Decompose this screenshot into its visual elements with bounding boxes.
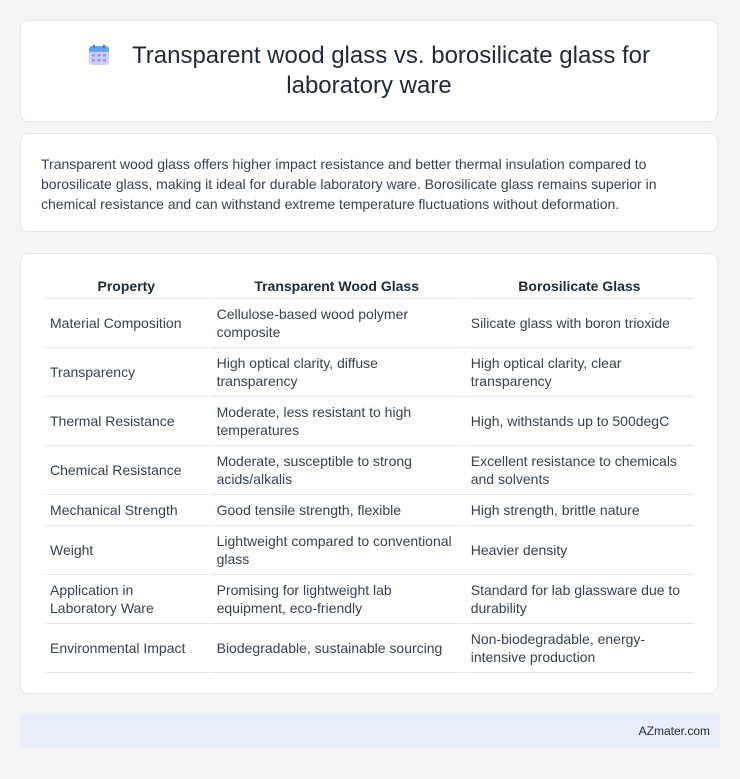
- table-row: [44, 575, 694, 624]
- calendar-icon: [88, 44, 110, 66]
- borosilicate-cell: High optical clarity, clear transparency: [465, 348, 694, 397]
- borosilicate-cell: High, withstands up to 500degC: [465, 397, 694, 446]
- footer-brand[interactable]: AZmater.com: [638, 724, 710, 738]
- comparison-table: [42, 274, 696, 673]
- wood-glass-cell: Cellulose-based wood polymer composite: [211, 299, 463, 348]
- borosilicate-cell: Silicate glass with boron trioxide: [465, 299, 694, 348]
- borosilicate-cell: High strength, brittle nature: [465, 495, 694, 526]
- property-cell: Mechanical Strength: [44, 495, 209, 526]
- table-header-row: [44, 274, 694, 299]
- table-row: [44, 495, 694, 526]
- wood-glass-cell: Promising for lightweight lab equipment, eco-friendly: [211, 575, 463, 624]
- page-title: [61, 41, 677, 101]
- table-row: [44, 624, 694, 673]
- page-title-text: Transparent wood glass vs. borosilicate glass for laboratory ware: [131, 42, 650, 99]
- column-header-transparent-wood-glass: Transparent Wood Glass: [211, 274, 463, 299]
- summary-text: Transparent wood glass offers higher impact resistance and better thermal insulation compared to borosilicate glass, making it ideal for durable laboratory ware. Borosilicate glass remains superior in chemical resistance and can withstand extreme temperature fluctuations without deformation.: [41, 156, 657, 212]
- property-cell: Thermal Resistance: [44, 397, 209, 446]
- comparison-table-card: [20, 253, 718, 694]
- wood-glass-cell: Lightweight compared to conventional glass: [211, 526, 463, 575]
- table-row: [44, 299, 694, 348]
- property-cell: Weight: [44, 526, 209, 575]
- wood-glass-cell: Biodegradable, sustainable sourcing: [211, 624, 463, 673]
- summary-card: [20, 133, 718, 232]
- property-cell: Material Composition: [44, 299, 209, 348]
- table-row: [44, 526, 694, 575]
- borosilicate-cell: Standard for lab glassware due to durability: [465, 575, 694, 624]
- wood-glass-cell: Good tensile strength, flexible: [211, 495, 463, 526]
- table-row: [44, 446, 694, 495]
- table-row: [44, 397, 694, 446]
- property-cell: Environmental Impact: [44, 624, 209, 673]
- table-row: [44, 348, 694, 397]
- property-cell: Transparency: [44, 348, 209, 397]
- property-cell: Application in Laboratory Ware: [44, 575, 209, 624]
- title-card: [20, 20, 718, 122]
- column-header-property: Property: [44, 274, 209, 299]
- property-cell: Chemical Resistance: [44, 446, 209, 495]
- column-header-borosilicate-glass: Borosilicate Glass: [465, 274, 694, 299]
- borosilicate-cell: Excellent resistance to chemicals and solvents: [465, 446, 694, 495]
- wood-glass-cell: High optical clarity, diffuse transparency: [211, 348, 463, 397]
- borosilicate-cell: Non-biodegradable, energy-intensive production: [465, 624, 694, 673]
- wood-glass-cell: Moderate, susceptible to strong acids/alkalis: [211, 446, 463, 495]
- footer-bar: [20, 714, 720, 748]
- borosilicate-cell: Heavier density: [465, 526, 694, 575]
- wood-glass-cell: Moderate, less resistant to high temperatures: [211, 397, 463, 446]
